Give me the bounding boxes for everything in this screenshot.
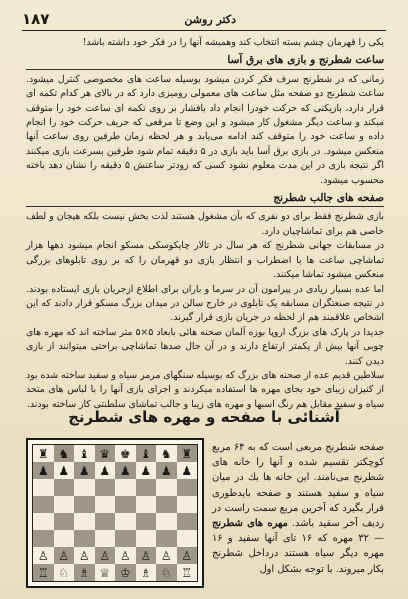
chess-piece-square: ♙ <box>115 547 136 564</box>
chess-piece-square: ♘ <box>156 564 177 581</box>
board-description-text: صفحه شطرنج مربعی است که به ۶۴ مربع کوچکتر تقسیم شده و آنها را خانه های شطرنج می‌نامند. این خانه ها یك در میان سیاه و سفید هستند و صفحه بایدطوری قرار بگیرد که آخرین مربع سمت راست در ردیف آخر سفید باشد. <box>212 442 384 530</box>
pieces-label: مهره های شطرنج <box>212 518 288 530</box>
board-square <box>136 479 157 496</box>
board-square <box>74 479 95 496</box>
board-square <box>54 513 75 530</box>
board-square <box>156 530 177 547</box>
board-square <box>136 513 157 530</box>
paragraph-boards-5: سلاطین قدیم عده از صحنه های بزرگ که بوسیله سنگهای مرمر سیاه و سفید ساخته شده بود از کنیزان زیبای خود بجای مهره ها استفاده میکردند و اجرای بازی آنها را با لباس های متحد سیاه و سفید مقابل هم رنگ اسبها و مهره های زیبا و جالب تماشای سلطنتی کار ساخته بودند. <box>26 369 384 410</box>
board-square <box>95 496 116 513</box>
chess-piece-square: ♟ <box>54 462 75 479</box>
chess-piece-square: ♟ <box>33 462 54 479</box>
chess-piece-square: ♟ <box>95 462 116 479</box>
board-square <box>54 530 75 547</box>
board-square <box>33 513 54 530</box>
board-square <box>177 479 198 496</box>
board-square <box>95 513 116 530</box>
chess-piece-square: ♞ <box>156 445 177 462</box>
chessboard <box>32 444 198 582</box>
page-header <box>22 8 386 31</box>
paragraph-boards-1: بازی شطرنج فقط برای دو نفری که بآن مشغول هستند لذت بخش نیست بلکه هیجان و لطف خاصی هم برای تماشاچیان دارد. <box>26 211 384 237</box>
main-text-block <box>26 36 384 412</box>
board-square <box>54 479 75 496</box>
chess-piece-square: ♜ <box>177 445 198 462</box>
paragraph-boards-2: در مسابقات جهانی شطرنج که هر سال در تالار چایکوسکی مسکو انجام میشود دهها هزار تماشاچی ساعت ها با اضطراب و انتظار بازی دو قهرمان را که بر روی تابلوهای بزرگی منعکس میشود تماشا میکنند. <box>26 240 384 281</box>
chess-piece-square: ♚ <box>115 445 136 462</box>
chess-piece-square: ♙ <box>156 547 177 564</box>
board-square <box>74 530 95 547</box>
board-square <box>156 479 177 496</box>
chess-piece-square: ♗ <box>74 564 95 581</box>
board-square <box>33 530 54 547</box>
paragraph-boards-3: اما عده بسیار زیادی در پیرامون آن در سرما و باران برای اطلاع ازجریان بازی ایستاده بودند. در نتیجه صنعتگران مسابقه یک تابلوی در خارج سالن در میدان بزرگ مسکو قرار دادند که این اشخاص علاقمند هم از لحظه در جریان بازی قرار گیرند. <box>26 283 384 324</box>
chess-piece-square: ♟ <box>156 462 177 479</box>
board-square <box>33 496 54 513</box>
board-square <box>54 496 75 513</box>
chess-piece-square: ♕ <box>95 564 116 581</box>
chess-piece-square: ♙ <box>54 547 75 564</box>
board-square <box>156 513 177 530</box>
board-square <box>177 513 198 530</box>
chess-piece-square: ♙ <box>136 547 157 564</box>
running-title: دکتر روشن <box>184 12 236 26</box>
board-square <box>74 496 95 513</box>
pieces-text: — ۳۲ مهره که ۱۶ تای آنها سفید و ۱۶ مهره دیگر سیاه هستند درداخل شطرنج بکار میروند. با توجه بشکل اول <box>212 533 384 575</box>
board-square <box>115 513 136 530</box>
chess-piece-square: ♖ <box>177 564 198 581</box>
chessboard-figure <box>26 438 204 588</box>
board-square <box>95 530 116 547</box>
chess-piece-square: ♜ <box>33 445 54 462</box>
subheading-interesting-boards: صفحه های جالب شطرنج <box>26 191 384 207</box>
chess-piece-square: ♙ <box>33 547 54 564</box>
intro-paragraph: یکی را قهرمان چشم بسته انتخاب کند وهمیشه آنها را در فکر خود داشته باشد! <box>82 37 384 48</box>
chess-piece-square: ♟ <box>115 462 136 479</box>
chess-piece-square: ♘ <box>54 564 75 581</box>
page-number: ۱۸۷ <box>22 10 50 28</box>
board-square <box>33 479 54 496</box>
paragraph-chess-clock: زمانی که در شطرنج سرف فکر کردن میشود بوسیله ساعت های مخصوصی کنترل میشود. ساعت شطرنج دو صفحه مثل ساعت های معمولی رومیزی دارد که در بالای هر کدام تکمه ای قرار دارد، بازیکنی که حرکت خودرا انجام داد بافشار بر روی تکمه ای ساعت خود را متوقف میکند و ساعت دیگر مشغول کار میشود و این وضع تا مرقعی که حریف حرکت خود را انجام داده و ساعت خود را متوقف کند ادامه می‌یابد و هر لحظه زمان طرفین روی ساعت آنها منعکس میشود. در بازی برق آسا باید بازی در ۵ دقیقه تمام شود طرفین بسرعت بازی میکنند اگر نتیجه بازی در این مدت معلوم نشود کسی که زودتر ساعتش ۵ دقیقه را نشان دهد باخته محسوب میشود. <box>26 73 384 186</box>
board-square <box>136 496 157 513</box>
board-square <box>115 479 136 496</box>
chess-piece-square: ♝ <box>74 445 95 462</box>
board-square <box>136 530 157 547</box>
board-description <box>212 440 384 577</box>
board-square <box>95 479 116 496</box>
board-square <box>156 496 177 513</box>
chess-piece-square: ♔ <box>115 564 136 581</box>
board-square <box>74 513 95 530</box>
chess-piece-square: ♟ <box>74 462 95 479</box>
chess-piece-square: ♖ <box>33 564 54 581</box>
board-square <box>177 530 198 547</box>
board-square <box>177 496 198 513</box>
chess-piece-square: ♙ <box>95 547 116 564</box>
paragraph-boards-4: جدیدا در پارک های بزرگ اروپا بوزه آلمان صحنه هائی بابعاد ۵×۵ متر ساخته اند که مهره های چوبی آنها بیش از یکمتر ارتفاع دارند و در آن حال صدها تماشاچی براحتی میتوانند از بازی دیدن کنند. <box>26 326 384 367</box>
chess-piece-square: ♝ <box>136 445 157 462</box>
subheading-chess-clock: ساعت شطرنج و بازی های برق آسا <box>26 53 384 69</box>
board-square <box>115 530 136 547</box>
section-title: آشنائی با صفحه و مهره های شطرنج <box>68 408 340 426</box>
chess-piece-square: ♛ <box>95 445 116 462</box>
chess-piece-square: ♙ <box>74 547 95 564</box>
chess-piece-square: ♗ <box>136 564 157 581</box>
chess-piece-square: ♙ <box>177 547 198 564</box>
board-square <box>115 496 136 513</box>
chess-piece-square: ♟ <box>136 462 157 479</box>
chess-piece-square: ♞ <box>54 445 75 462</box>
chess-piece-square: ♟ <box>177 462 198 479</box>
